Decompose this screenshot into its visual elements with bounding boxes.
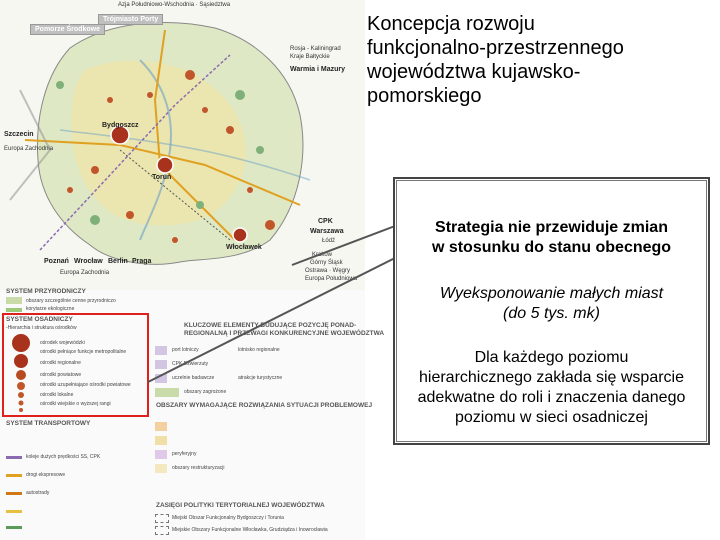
- legend-cpk: CPK Dźwierzuty: [172, 361, 209, 367]
- legend-hierarchia: -Hierarchia i struktura ośrodków: [6, 325, 77, 331]
- praga-label: Praga: [132, 258, 152, 265]
- support-statement: [396, 348, 707, 428]
- kraje-label: Kraje Bałtyckie: [290, 54, 330, 60]
- legend-port: port lotniczy: [172, 347, 199, 353]
- support-line-1: Dla każdego poziomu: [474, 349, 629, 366]
- legend-korytarze: korytarze ekologiczne: [26, 306, 75, 312]
- warszawa-label: Warszawa: [310, 228, 344, 235]
- legend-atrakcje: atrakcje turystyczne: [238, 375, 283, 381]
- support-line-4: poziomu w sieci osadniczej: [455, 409, 648, 426]
- legend-obszary: obszary szczególnie cenne przyrodniczo: [26, 298, 116, 304]
- title-line-3: województwa kujawsko-: [367, 61, 581, 83]
- wloclawek-label: Włocławek: [226, 244, 262, 251]
- map-top-label: Azja Południowo-Wschodnia · Sąsiedztwa: [118, 2, 231, 8]
- strategy-line-1: Strategia nie przewiduje zmian: [435, 219, 668, 236]
- legend-system-transportowy: SYSTEM TRANSPORTOWY: [6, 420, 91, 427]
- connector-bottom: [148, 258, 395, 382]
- title-line-4: pomorskiego: [367, 85, 482, 107]
- legend-mof: Miejski Obszar Funkcjonalny Bydgoszczy i Torunia: [172, 515, 284, 521]
- legend-os-regionalne: ośrodki regionalne: [40, 360, 81, 366]
- emphasis-line-2: (do 5 tys. mk): [503, 305, 600, 322]
- slask-label: Górny Śląsk: [310, 260, 343, 266]
- legend-os-uzupelniajace: ośrodki uzupełniające ośrodki powiatowe: [40, 382, 131, 388]
- trojmiasto-box: Trójmiasto Porty: [98, 14, 163, 25]
- legend-lotnisko: lotnisko regionalne: [238, 347, 280, 353]
- bydgoszcz-label: Bydgoszcz: [102, 122, 139, 129]
- legend-kluczowe-2: REGIONALNĄ I PRZEWAGI KONKURENCYJNE WOJEWÓDZTWA: [184, 330, 385, 337]
- legend-drogi: drogi ekspresowe: [26, 472, 66, 478]
- support-line-3: adekwatne do roli i znaczenia danego: [417, 389, 686, 406]
- wroclaw-label: Wrocław: [74, 258, 103, 265]
- szczecin-label: Szczecin: [4, 131, 34, 138]
- torun-label: Toruń: [152, 174, 172, 181]
- europa-pd-label: Europa Południowa: [305, 276, 358, 282]
- legend-os-wojewodzki: ośrodek wojewódzki: [40, 340, 85, 346]
- europa-zach-bottom-label: Europa Zachodnia: [60, 270, 110, 276]
- berlin-label: Berlin: [108, 258, 128, 265]
- cpk-label: CPK: [318, 218, 333, 225]
- slide-title: [367, 12, 707, 108]
- legend-system-przyrodniczy: SYSTEM PRZYRODNICZY: [6, 288, 86, 295]
- legend-os-lokalne: ośrodki lokalne: [40, 392, 74, 398]
- support-line-2: hierarchicznego zakłada się wsparcie: [418, 369, 685, 386]
- title-line-1: Koncepcja rozwoju: [367, 13, 535, 35]
- krakow-label: Kraków: [312, 252, 333, 258]
- legend-restrukt: obszary restrukturyzacji: [172, 465, 225, 471]
- legend-peryferyjny: peryferyjny: [172, 451, 197, 457]
- warmia-label: Warmia i Mazury: [290, 66, 345, 73]
- connector-top: [292, 226, 395, 265]
- legend-autostrady: autostrady: [26, 490, 50, 496]
- legend-uczelnie: uczelnie badawcze: [172, 375, 215, 381]
- legend-os-powiatowe: ośrodki powiatowe: [40, 372, 82, 378]
- legend-mof2: Miejskie Obszary Funkcjonalne Włocławka, Grudziądza i Inowrocławia: [172, 527, 328, 533]
- title-line-2: funkcjonalno-przestrzennego: [367, 37, 624, 59]
- strategy-line-2: w stosunku do stanu obecnego: [431, 239, 672, 256]
- legend-os-metropolitalne: ośrodki pełniące funkcje metropolitalne: [40, 349, 127, 355]
- lodz-label: Łódź: [322, 238, 336, 244]
- rosja-label: Rosja - Kaliningrad: [290, 46, 341, 52]
- poznan-label: Poznań: [44, 258, 69, 265]
- strategy-statement: [396, 218, 707, 258]
- legend-obszary-wymagajace: OBSZARY WYMAGAJĄCE ROZWIĄZANIA SYTUACJI PROBLEMOWEJ: [156, 402, 373, 409]
- pomorze-box: Pomorze Środkowe: [30, 24, 105, 35]
- emphasis-statement: [396, 284, 707, 324]
- legend-os-wiejskie: ośrodki wiejskie o wyższej rangi: [40, 401, 111, 407]
- emphasis-line-1: Wyeksponowanie małych miast: [439, 285, 664, 302]
- europa-zach-left-label: Europa Zachodnia: [4, 146, 54, 152]
- legend-kolej: koleje dużych prędkości SS, CPK: [26, 454, 101, 460]
- legend-zasiegi: ZASIĘGI POLITYKI TERYTORIALNEJ WOJEWÓDZTWA: [156, 502, 325, 509]
- ostrawa-label: Ostrawa · Węgry: [305, 268, 351, 274]
- legend-kluczowe: KLUCZOWE ELEMENTY BUDUJĄCE POZYCJĘ PONAD-: [184, 322, 357, 329]
- legend-obszary-zagrozone: obszary zagrożone: [184, 389, 227, 395]
- legend-system-osadniczy: SYSTEM OSADNICZY: [6, 316, 73, 323]
